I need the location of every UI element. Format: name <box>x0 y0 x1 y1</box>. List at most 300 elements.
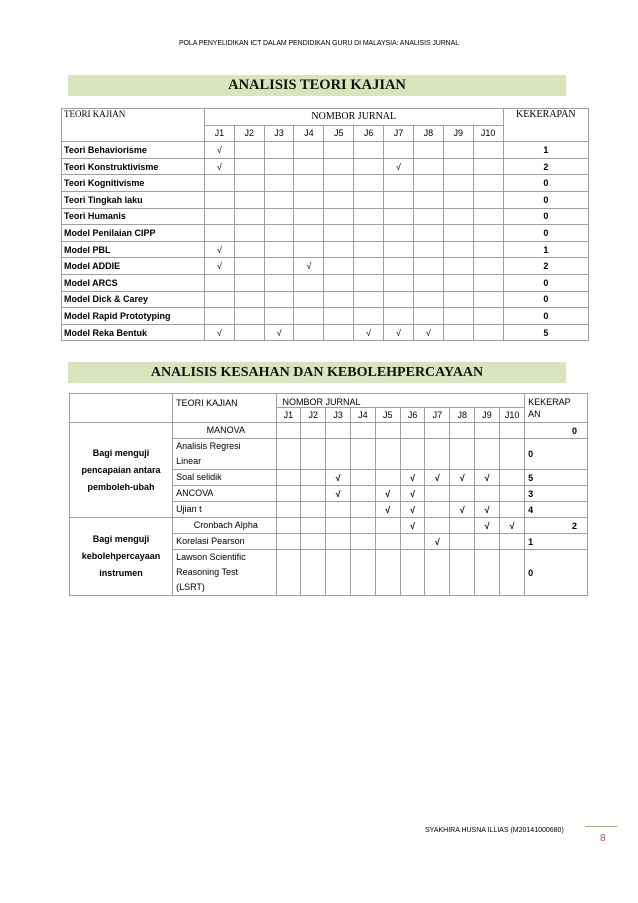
check-cell <box>234 208 264 225</box>
table-row <box>62 291 589 308</box>
journal-header: J8 <box>450 408 475 423</box>
check-cell <box>234 142 264 159</box>
check-cell <box>294 241 324 258</box>
check-cell <box>354 175 384 192</box>
check-cell <box>499 486 524 502</box>
check-cell <box>443 291 473 308</box>
check-cell <box>324 241 354 258</box>
check-cell: √ <box>354 324 384 341</box>
journal-header: J4 <box>294 125 324 142</box>
table-row <box>62 208 589 225</box>
check-cell <box>301 550 326 596</box>
check-cell <box>264 241 294 258</box>
check-cell <box>475 486 500 502</box>
check-cell <box>276 470 301 486</box>
check-cell <box>473 258 503 275</box>
journal-header: J9 <box>475 408 500 423</box>
check-cell <box>264 308 294 325</box>
check-cell <box>301 518 326 534</box>
check-cell <box>324 158 354 175</box>
check-cell <box>324 175 354 192</box>
method-label <box>173 502 276 518</box>
journal-header: J1 <box>204 125 234 142</box>
check-cell <box>473 208 503 225</box>
check-cell <box>301 439 326 470</box>
method-label-line: (LSRT) <box>176 582 205 592</box>
check-cell <box>276 423 301 439</box>
journal-header: J5 <box>324 125 354 142</box>
check-cell <box>475 439 500 470</box>
check-cell <box>450 534 475 550</box>
check-cell <box>400 534 425 550</box>
check-cell: √ <box>204 324 234 341</box>
check-cell <box>413 158 443 175</box>
check-cell <box>264 191 294 208</box>
check-cell: √ <box>326 486 351 502</box>
method-label <box>173 550 276 596</box>
page-header: POLA PENYELIDIKAN ICT DALAM PENDIDIKAN GURU DI MALAYSIA: ANALISIS JURNAL <box>178 40 459 47</box>
journal-header: J6 <box>400 408 425 423</box>
check-cell <box>294 158 324 175</box>
col-header-teori: TEORI KAJIAN <box>62 109 205 142</box>
check-cell <box>443 274 473 291</box>
check-cell <box>351 439 376 470</box>
check-cell <box>354 142 384 159</box>
journal-header: J9 <box>443 125 473 142</box>
check-cell <box>425 502 450 518</box>
check-cell <box>384 191 414 208</box>
table-row <box>62 191 589 208</box>
group-label-line: kebolehpercayaan <box>81 551 161 561</box>
row-label: Teori Tingkah laku <box>62 191 205 208</box>
check-cell <box>400 423 425 439</box>
check-cell <box>264 274 294 291</box>
check-cell <box>443 142 473 159</box>
check-cell: √ <box>204 258 234 275</box>
check-cell <box>351 486 376 502</box>
row-label: Teori Kognitivisme <box>62 175 205 192</box>
group-label-line: Bagi menguji <box>92 534 150 544</box>
check-cell <box>204 274 234 291</box>
table-row <box>62 324 589 341</box>
frequency-cell: 4 <box>525 502 588 518</box>
journal-header: J8 <box>413 125 443 142</box>
check-cell <box>234 274 264 291</box>
check-cell <box>324 142 354 159</box>
teori-kajian-table <box>61 108 589 341</box>
check-cell: √ <box>475 502 500 518</box>
frequency-cell: 0 <box>503 208 588 225</box>
check-cell <box>204 291 234 308</box>
check-cell <box>450 486 475 502</box>
check-cell: √ <box>204 158 234 175</box>
check-cell <box>326 550 351 596</box>
method-label <box>173 439 276 470</box>
check-cell <box>384 241 414 258</box>
group-label-line: pencapaian antara <box>81 464 161 475</box>
check-cell: √ <box>475 518 500 534</box>
col-header-kekerapan-a: KEKERAP <box>528 397 571 407</box>
check-cell <box>294 175 324 192</box>
check-cell <box>375 534 400 550</box>
row-label: Model ARCS <box>62 274 205 291</box>
check-cell <box>443 175 473 192</box>
check-cell <box>276 486 301 502</box>
check-cell <box>384 274 414 291</box>
frequency-cell: 0 <box>525 423 588 439</box>
check-cell <box>473 324 503 341</box>
row-label: Teori Konstruktivisme <box>62 158 205 175</box>
journal-header: J3 <box>326 408 351 423</box>
check-cell <box>450 439 475 470</box>
check-cell: √ <box>326 470 351 486</box>
check-cell <box>204 308 234 325</box>
journal-header: J3 <box>264 125 294 142</box>
check-cell <box>384 225 414 242</box>
check-cell: √ <box>425 470 450 486</box>
check-cell <box>473 175 503 192</box>
check-cell <box>384 308 414 325</box>
check-cell: √ <box>384 158 414 175</box>
journal-header: J4 <box>351 408 376 423</box>
frequency-cell: 1 <box>525 534 588 550</box>
check-cell <box>294 225 324 242</box>
check-cell <box>384 208 414 225</box>
check-cell <box>375 439 400 470</box>
col-header-kekerapan <box>525 394 588 423</box>
method-label-line: Cronbach Alpha <box>193 520 258 530</box>
journal-header: J7 <box>384 125 414 142</box>
table-row <box>70 518 588 534</box>
method-label <box>173 486 276 502</box>
journal-header: J10 <box>499 408 524 423</box>
method-label <box>173 518 276 534</box>
check-cell <box>354 225 384 242</box>
col-header-kekerapan: KEKERAPAN <box>503 109 588 142</box>
check-cell <box>294 308 324 325</box>
check-cell <box>326 423 351 439</box>
check-cell <box>413 191 443 208</box>
check-cell: √ <box>384 324 414 341</box>
check-cell <box>384 175 414 192</box>
check-cell <box>375 423 400 439</box>
table-row <box>70 423 588 439</box>
check-cell: √ <box>264 324 294 341</box>
method-label-line: MANOVA <box>206 425 245 435</box>
page-number: 8 <box>600 833 606 844</box>
check-cell <box>413 308 443 325</box>
check-cell <box>384 258 414 275</box>
frequency-cell: 0 <box>525 550 588 596</box>
table-row <box>62 142 589 159</box>
check-cell <box>425 486 450 502</box>
check-cell <box>413 274 443 291</box>
method-label-line: Reasoning Test <box>176 567 238 577</box>
group-label <box>70 423 173 518</box>
check-cell <box>450 423 475 439</box>
check-cell <box>443 308 473 325</box>
check-cell <box>425 518 450 534</box>
frequency-cell: 5 <box>503 324 588 341</box>
check-cell <box>375 470 400 486</box>
table-row <box>62 308 589 325</box>
check-cell: √ <box>450 502 475 518</box>
check-cell: √ <box>400 502 425 518</box>
check-cell <box>351 470 376 486</box>
check-cell <box>473 225 503 242</box>
table-row <box>62 225 589 242</box>
check-cell <box>425 439 450 470</box>
journal-header: J1 <box>276 408 301 423</box>
method-label-line: ANCOVA <box>176 488 214 498</box>
group-label-line: pemboleh-ubah <box>87 481 155 492</box>
check-cell <box>351 423 376 439</box>
row-label: Teori Behaviorisme <box>62 142 205 159</box>
check-cell <box>264 175 294 192</box>
row-label: Model PBL <box>62 241 205 258</box>
check-cell <box>443 191 473 208</box>
check-cell <box>326 502 351 518</box>
check-cell: √ <box>425 534 450 550</box>
check-cell <box>473 191 503 208</box>
check-cell <box>375 550 400 596</box>
check-cell <box>384 291 414 308</box>
check-cell <box>413 291 443 308</box>
check-cell: √ <box>475 470 500 486</box>
check-cell <box>354 308 384 325</box>
check-cell <box>413 208 443 225</box>
frequency-cell: 2 <box>525 518 588 534</box>
col-header-nombor: NOMBOR JURNAL <box>276 394 525 408</box>
check-cell: √ <box>375 502 400 518</box>
check-cell: √ <box>204 142 234 159</box>
section2-title: ANALISIS KESAHAN DAN KEBOLEHPERCAYAAN <box>68 362 566 383</box>
check-cell <box>354 191 384 208</box>
check-cell <box>264 158 294 175</box>
check-cell <box>443 158 473 175</box>
frequency-cell: 0 <box>503 291 588 308</box>
check-cell <box>354 274 384 291</box>
page-number-rule <box>585 826 617 827</box>
check-cell <box>301 486 326 502</box>
frequency-cell: 0 <box>503 191 588 208</box>
frequency-cell: 1 <box>503 142 588 159</box>
check-cell <box>204 225 234 242</box>
frequency-cell: 0 <box>503 175 588 192</box>
check-cell <box>234 175 264 192</box>
frequency-cell: 2 <box>503 158 588 175</box>
check-cell <box>413 175 443 192</box>
method-label-line: Ujian t <box>176 504 202 514</box>
check-cell <box>400 439 425 470</box>
check-cell: √ <box>499 518 524 534</box>
group-label <box>70 518 173 596</box>
check-cell <box>499 550 524 596</box>
row-label: Teori Humanis <box>62 208 205 225</box>
check-cell <box>324 208 354 225</box>
check-cell <box>294 291 324 308</box>
check-cell <box>301 470 326 486</box>
check-cell <box>234 241 264 258</box>
check-cell <box>450 518 475 534</box>
check-cell <box>443 241 473 258</box>
check-cell <box>294 191 324 208</box>
frequency-cell: 0 <box>503 274 588 291</box>
method-label-line: Soal selidik <box>176 472 222 482</box>
check-cell: √ <box>400 470 425 486</box>
check-cell <box>324 308 354 325</box>
table-header-row <box>70 394 588 408</box>
check-cell <box>351 502 376 518</box>
check-cell <box>294 208 324 225</box>
check-cell <box>264 225 294 242</box>
method-label <box>173 423 276 439</box>
table-row <box>62 175 589 192</box>
journal-header: J2 <box>234 125 264 142</box>
check-cell <box>354 291 384 308</box>
method-label-line: Analisis Regresi <box>176 441 241 451</box>
check-cell <box>276 439 301 470</box>
check-cell <box>294 324 324 341</box>
check-cell <box>473 291 503 308</box>
check-cell <box>264 258 294 275</box>
check-cell <box>234 258 264 275</box>
journal-header: J10 <box>473 125 503 142</box>
method-label <box>173 534 276 550</box>
check-cell <box>324 274 354 291</box>
check-cell <box>473 142 503 159</box>
check-cell <box>443 258 473 275</box>
check-cell <box>324 225 354 242</box>
check-cell <box>294 142 324 159</box>
check-cell <box>413 225 443 242</box>
table-row <box>62 158 589 175</box>
check-cell <box>264 208 294 225</box>
table-row <box>62 241 589 258</box>
check-cell <box>354 158 384 175</box>
check-cell <box>499 423 524 439</box>
check-cell <box>326 439 351 470</box>
row-label: Model Dick & Carey <box>62 291 205 308</box>
journal-header: J7 <box>425 408 450 423</box>
method-label <box>173 470 276 486</box>
check-cell <box>234 158 264 175</box>
frequency-cell: 0 <box>503 225 588 242</box>
check-cell: √ <box>413 324 443 341</box>
check-cell <box>276 550 301 596</box>
check-cell <box>473 308 503 325</box>
journal-header: J2 <box>301 408 326 423</box>
check-cell <box>450 550 475 596</box>
check-cell <box>475 423 500 439</box>
kesahan-table <box>69 393 588 596</box>
check-cell <box>276 518 301 534</box>
check-cell <box>276 534 301 550</box>
section1-title: ANALISIS TEORI KAJIAN <box>68 75 566 96</box>
check-cell: √ <box>204 241 234 258</box>
check-cell <box>413 142 443 159</box>
check-cell <box>351 550 376 596</box>
journal-header: J5 <box>375 408 400 423</box>
check-cell <box>475 534 500 550</box>
check-cell <box>234 225 264 242</box>
footer-author: SYAKHIRA HUSNA ILLIAS (M20141000680) <box>425 827 564 834</box>
row-label: Model Penilaian CIPP <box>62 225 205 242</box>
check-cell <box>354 208 384 225</box>
check-cell <box>351 518 376 534</box>
check-cell <box>354 258 384 275</box>
check-cell <box>499 470 524 486</box>
check-cell <box>276 502 301 518</box>
check-cell: √ <box>375 486 400 502</box>
table-header-row <box>62 109 589 126</box>
check-cell <box>443 324 473 341</box>
frequency-cell: 3 <box>525 486 588 502</box>
check-cell <box>413 258 443 275</box>
table-row <box>62 258 589 275</box>
check-cell <box>425 550 450 596</box>
frequency-cell: 2 <box>503 258 588 275</box>
check-cell <box>264 291 294 308</box>
check-cell <box>375 518 400 534</box>
check-cell <box>324 324 354 341</box>
check-cell <box>234 191 264 208</box>
col-header-teori: TEORI KAJIAN <box>173 394 276 423</box>
check-cell <box>473 241 503 258</box>
check-cell <box>351 534 376 550</box>
check-cell <box>473 274 503 291</box>
check-cell <box>234 291 264 308</box>
check-cell <box>475 550 500 596</box>
check-cell <box>301 502 326 518</box>
method-label-line: Korelasi Pearson <box>176 536 245 546</box>
journal-header: J6 <box>354 125 384 142</box>
check-cell: √ <box>294 258 324 275</box>
check-cell: √ <box>400 518 425 534</box>
group-label-line: instrumen <box>99 568 143 578</box>
group-label-line: Bagi menguji <box>92 447 150 458</box>
method-label-line: Linear <box>176 456 202 466</box>
check-cell <box>326 534 351 550</box>
check-cell <box>294 274 324 291</box>
check-cell <box>413 241 443 258</box>
blank-header <box>70 394 173 423</box>
col-header-nombor: NOMBOR JURNAL <box>204 109 503 126</box>
frequency-cell: 0 <box>503 308 588 325</box>
check-cell <box>264 142 294 159</box>
table-row <box>62 274 589 291</box>
check-cell <box>499 534 524 550</box>
check-cell <box>425 423 450 439</box>
frequency-cell: 5 <box>525 470 588 486</box>
check-cell <box>326 518 351 534</box>
method-label-line: Lawson Scientific <box>176 552 246 562</box>
check-cell: √ <box>400 486 425 502</box>
row-label: Model Rapid Prototyping <box>62 308 205 325</box>
check-cell <box>473 158 503 175</box>
check-cell <box>234 324 264 341</box>
check-cell <box>204 191 234 208</box>
check-cell <box>204 175 234 192</box>
check-cell <box>301 534 326 550</box>
check-cell <box>499 502 524 518</box>
check-cell <box>400 550 425 596</box>
row-label: Model Reka Bentuk <box>62 324 205 341</box>
check-cell <box>443 208 473 225</box>
check-cell: √ <box>450 470 475 486</box>
check-cell <box>234 308 264 325</box>
row-label: Model ADDIE <box>62 258 205 275</box>
